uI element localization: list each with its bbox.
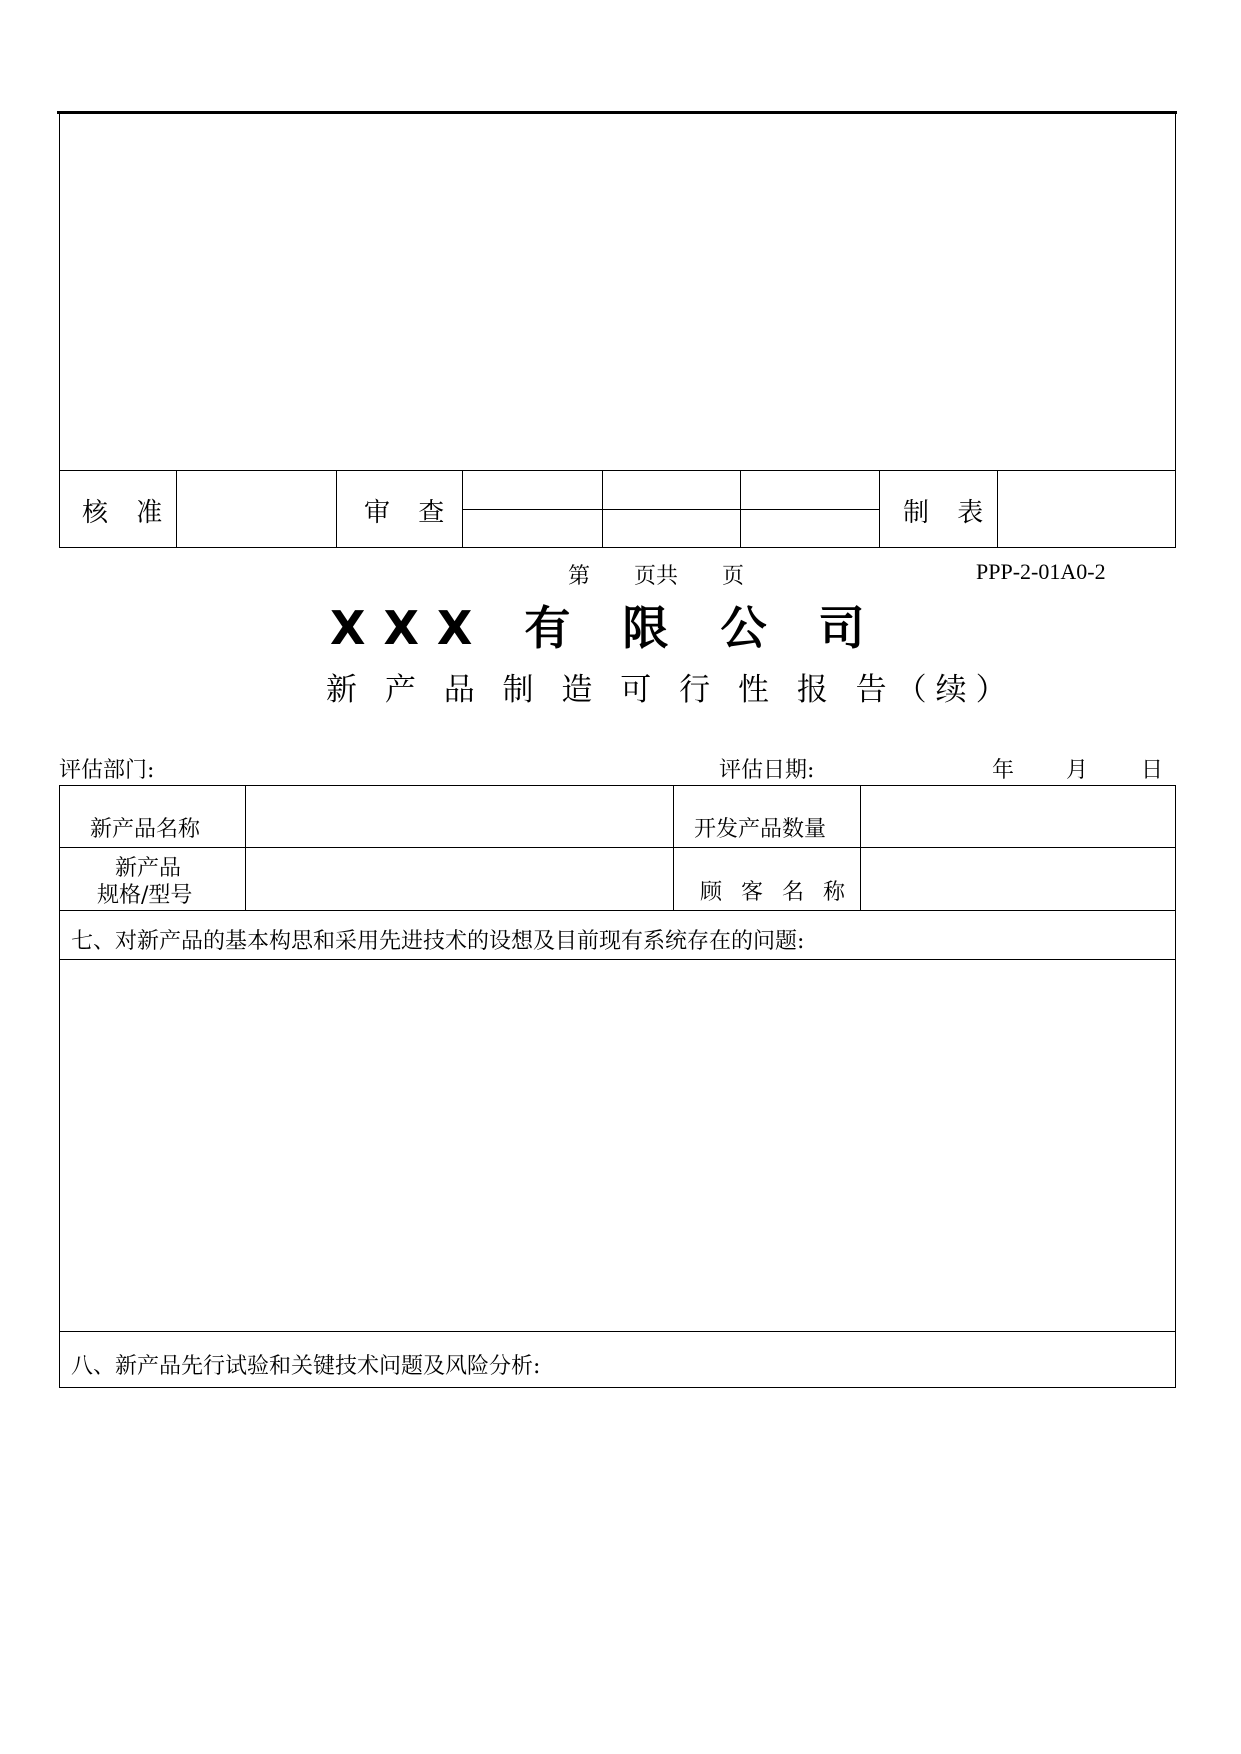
form-code: PPP-2-01A0-2 xyxy=(976,559,1106,584)
dev-quantity-field[interactable] xyxy=(862,787,1175,846)
date-label: 评估日期: xyxy=(719,758,815,783)
review-label: 审 查 xyxy=(364,498,455,528)
product-name-label: 新产品名称 xyxy=(90,817,201,842)
review-sign-field-2[interactable] xyxy=(604,472,739,508)
review-sign-field-3[interactable] xyxy=(742,472,878,508)
page-number-text: 第 页共 页 xyxy=(568,564,745,589)
report-title: 新 产 品 制 造 可 行 性 报 告（续） xyxy=(326,672,1016,708)
company-name: XXX 有 限 公 司 xyxy=(330,601,883,655)
section7-heading: 七、对新产品的基本构思和采用先进技术的设想及目前现有系统存在的问题: xyxy=(71,929,805,954)
section7-content-area[interactable] xyxy=(61,961,1175,1330)
date-day: 日 xyxy=(1141,758,1164,783)
approve-label: 核 准 xyxy=(82,498,173,528)
product-name-field[interactable] xyxy=(247,787,672,846)
approval-row-top xyxy=(59,470,1176,471)
approve-sign-field[interactable] xyxy=(178,472,335,547)
date-year: 年 xyxy=(992,758,1015,783)
prepared-sign-field[interactable] xyxy=(999,472,1175,547)
customer-field[interactable] xyxy=(862,849,1175,909)
review-sign-field-1[interactable] xyxy=(464,472,601,508)
customer-label: 顾 客 名 称 xyxy=(700,880,851,905)
spec-label-line1: 新产品 xyxy=(115,856,182,881)
section8-heading: 八、新产品先行试验和关键技术问题及风险分析: xyxy=(71,1354,541,1379)
spec-label-line2: 规格/型号 xyxy=(97,883,193,908)
dept-label: 评估部门: xyxy=(59,758,155,783)
spec-field[interactable] xyxy=(247,849,672,909)
date-month: 月 xyxy=(1066,758,1089,783)
review-split-line xyxy=(462,509,879,510)
prepared-label: 制 表 xyxy=(903,498,994,528)
dev-quantity-label: 开发产品数量 xyxy=(694,817,827,842)
